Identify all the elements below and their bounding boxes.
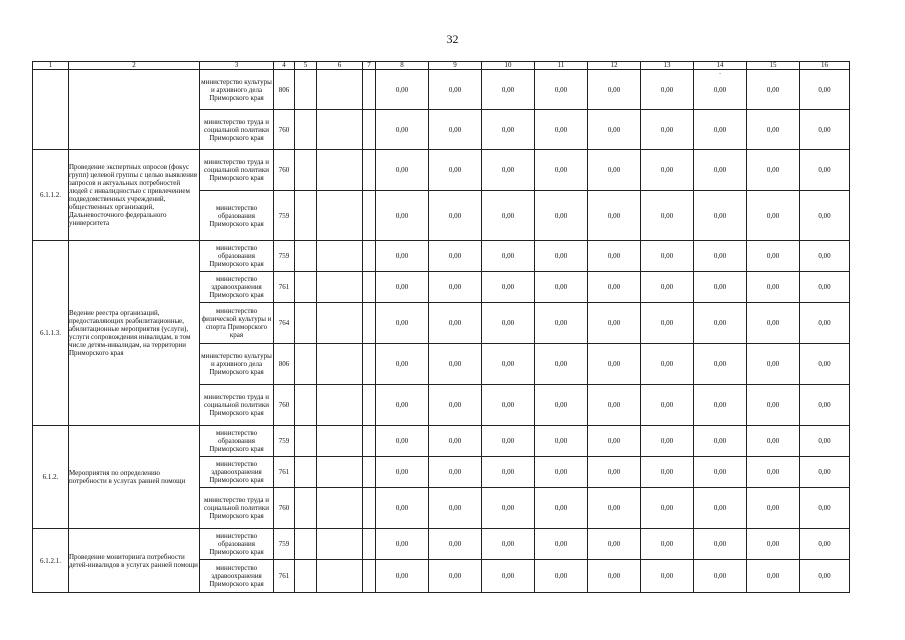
- amount-cell: 0,00: [641, 303, 694, 344]
- empty-cell: [363, 303, 376, 344]
- amount-cell: 0,00: [482, 426, 535, 457]
- executor-name: министерство труда и социальной политики Приморского края: [200, 488, 274, 529]
- measure-name: Мероприятия по определению потребности в услугах ранней помощи: [69, 426, 200, 529]
- empty-cell: [317, 150, 363, 191]
- department-code: 761: [274, 560, 295, 593]
- empty-cell: [295, 150, 317, 191]
- amount-cell: 0,00: [376, 344, 429, 385]
- amount-cell: 0,00: [800, 344, 850, 385]
- table-row: [33, 426, 850, 457]
- empty-cell: [317, 457, 363, 488]
- amount-cell: 0,00: [800, 529, 850, 560]
- amount-cell: 0,00: [376, 241, 429, 272]
- column-header: 13: [641, 62, 694, 70]
- empty-cell: [317, 272, 363, 303]
- executor-name: министерство образования Приморского края: [200, 241, 274, 272]
- measure-code: 6.1.2.: [33, 426, 69, 529]
- amount-cell: 0,00: [429, 241, 482, 272]
- empty-cell: [317, 70, 363, 110]
- empty-cell: [363, 560, 376, 593]
- executor-name: министерство образования Приморского края: [200, 529, 274, 560]
- amount-cell: 0,00: [747, 303, 800, 344]
- amount-cell: 0,00: [588, 70, 641, 110]
- amount-cell: 0,00: [588, 560, 641, 593]
- measure-code: 6.1.1.2.: [33, 150, 69, 241]
- executor-name: министерство образования Приморского края: [200, 426, 274, 457]
- amount-cell: 0,00: [694, 344, 747, 385]
- amount-cell: 0,00: [482, 303, 535, 344]
- amount-cell: 0,00: [535, 426, 588, 457]
- column-header: 2: [69, 62, 200, 70]
- empty-cell: [295, 191, 317, 241]
- column-header: 14: [694, 62, 747, 70]
- amount-cell: 0,00: [588, 457, 641, 488]
- executor-name: министерство труда и социальной политики Приморского края: [200, 150, 274, 191]
- column-header: 16: [800, 62, 850, 70]
- table-row: [33, 529, 850, 560]
- amount-cell: 0,00: [535, 70, 588, 110]
- department-code: 760: [274, 488, 295, 529]
- amount-cell: 0,00: [588, 426, 641, 457]
- amount-cell: 0,00: [694, 303, 747, 344]
- amount-cell: 0,00: [588, 344, 641, 385]
- empty-cell: [363, 457, 376, 488]
- column-header: 6: [317, 62, 363, 70]
- amount-cell: 0,00: [482, 385, 535, 426]
- amount-cell: 0,00: [641, 272, 694, 303]
- amount-cell: 0,00: [376, 303, 429, 344]
- amount-cell: 0,00: [747, 385, 800, 426]
- amount-cell: 0,00: [535, 457, 588, 488]
- amount-cell: 0,00: [482, 191, 535, 241]
- header-row: [33, 62, 850, 70]
- amount-cell: 0,00: [376, 488, 429, 529]
- department-code: 759: [274, 426, 295, 457]
- amount-cell: 0,00: [482, 344, 535, 385]
- amount-cell: 0,00: [747, 560, 800, 593]
- amount-cell: 0,00: [641, 488, 694, 529]
- executor-name: министерство здравоохранения Приморского края: [200, 560, 274, 593]
- amount-cell: 0,00: [800, 560, 850, 593]
- empty-cell: [295, 110, 317, 150]
- amount-cell: 0,00: [588, 385, 641, 426]
- empty-cell: [295, 385, 317, 426]
- department-code: 760: [274, 385, 295, 426]
- table-row: [33, 70, 850, 110]
- amount-cell: 0,00: [482, 110, 535, 150]
- amount-cell: 0,00: [641, 150, 694, 191]
- amount-cell: 0,00: [694, 560, 747, 593]
- empty-cell: [363, 241, 376, 272]
- amount-cell: 0,00: [588, 272, 641, 303]
- amount-cell: 0,00: [376, 560, 429, 593]
- amount-cell: 0,00: [747, 150, 800, 191]
- empty-cell: [363, 110, 376, 150]
- amount-cell: 0,00: [376, 110, 429, 150]
- amount-cell: 0,00: [535, 241, 588, 272]
- executor-name: министерство здравоохранения Приморского края: [200, 457, 274, 488]
- measure-name: Проведение экспертных опросов (фокус групп) целевой группы с целью выявления запросов и актуальных потребностей людей с инвалидностью с привлечением подведомственных учреждений, общественных организаций, Дальневосточного федерального университета: [69, 150, 200, 241]
- empty-cell: [295, 488, 317, 529]
- amount-cell: 0,00: [747, 529, 800, 560]
- department-code: 759: [274, 191, 295, 241]
- amount-cell: 0,00: [694, 385, 747, 426]
- amount-cell: 0,00: [747, 426, 800, 457]
- amount-cell: 0,00: [694, 150, 747, 191]
- amount-cell: 0,00: [694, 426, 747, 457]
- table-body: [33, 62, 850, 593]
- department-code: 761: [274, 272, 295, 303]
- amount-cell: 0,00: [482, 241, 535, 272]
- department-code: 806: [274, 344, 295, 385]
- column-header: 3: [200, 62, 274, 70]
- amount-cell: 0,00: [800, 488, 850, 529]
- amount-cell: 0,00: [482, 70, 535, 110]
- empty-cell: [295, 272, 317, 303]
- amount-cell: 0,00: [800, 150, 850, 191]
- amount-cell: 0,00: [694, 272, 747, 303]
- measure-name: [69, 70, 200, 150]
- amount-cell: 0,00: [429, 110, 482, 150]
- empty-cell: [317, 385, 363, 426]
- amount-cell: 0,00: [694, 191, 747, 241]
- amount-cell: 0,00: [800, 110, 850, 150]
- amount-cell: 0,00: [429, 457, 482, 488]
- amount-cell: 0,00: [376, 426, 429, 457]
- empty-cell: [295, 426, 317, 457]
- empty-cell: [363, 272, 376, 303]
- empty-cell: [363, 344, 376, 385]
- amount-cell: 0,00: [800, 385, 850, 426]
- amount-cell: 0,00: [429, 560, 482, 593]
- empty-cell: [363, 488, 376, 529]
- column-header: 5: [295, 62, 317, 70]
- amount-cell: 0,00: [429, 191, 482, 241]
- amount-cell: 0,00: [747, 191, 800, 241]
- empty-cell: [295, 303, 317, 344]
- amount-cell: 0,00: [641, 110, 694, 150]
- empty-cell: [317, 303, 363, 344]
- amount-cell: 0,00: [747, 488, 800, 529]
- empty-cell: [295, 560, 317, 593]
- amount-cell: 0,00: [588, 488, 641, 529]
- amount-cell: 0,00: [535, 150, 588, 191]
- empty-cell: [363, 529, 376, 560]
- amount-cell: 0,00: [429, 488, 482, 529]
- dot-mark: ·: [718, 70, 722, 78]
- measure-name: Ведение реестра организаций, предоставляющих реабилитационные, абилитационные мероприятия (услуги), услуги сопровождения инвалидам, в том числе детям-инвалидам, на территории Приморского края: [69, 241, 200, 426]
- empty-cell: [363, 426, 376, 457]
- amount-cell: 0,00: [429, 426, 482, 457]
- amount-cell: 0,00: [588, 303, 641, 344]
- amount-cell: 0,00: [482, 560, 535, 593]
- amount-cell: 0,00: [429, 150, 482, 191]
- amount-cell: 0,00: [694, 457, 747, 488]
- empty-cell: [317, 426, 363, 457]
- executor-name: министерство культуры и архивного дела Приморского края: [200, 70, 274, 110]
- amount-cell: 0,00: [800, 191, 850, 241]
- amount-cell: 0,00: [588, 529, 641, 560]
- amount-cell: 0,00: [800, 426, 850, 457]
- amount-cell: 0,00: [588, 110, 641, 150]
- amount-cell: 0,00: [588, 150, 641, 191]
- amount-cell: 0,00: [641, 70, 694, 110]
- amount-cell: 0,00: [800, 70, 850, 110]
- empty-cell: [317, 344, 363, 385]
- department-code: 764: [274, 303, 295, 344]
- column-header: 7: [363, 62, 376, 70]
- amount-cell: 0,00: [482, 488, 535, 529]
- amount-cell: 0,00: [482, 457, 535, 488]
- amount-cell: 0,00: [429, 344, 482, 385]
- amount-cell: 0,00: [429, 529, 482, 560]
- department-code: 759: [274, 529, 295, 560]
- measure-code: 6.1.1.3.: [33, 241, 69, 426]
- amount-cell: 0,00: [535, 488, 588, 529]
- amount-cell: 0,00: [694, 241, 747, 272]
- department-code: 806: [274, 70, 295, 110]
- empty-cell: [363, 70, 376, 110]
- amount-cell: 0,00: [641, 191, 694, 241]
- amount-cell: 0,00: [535, 272, 588, 303]
- table-row: [33, 150, 850, 191]
- column-header: 15: [747, 62, 800, 70]
- empty-cell: [317, 560, 363, 593]
- amount-cell: 0,00: [800, 272, 850, 303]
- amount-cell: 0,00: [747, 272, 800, 303]
- empty-cell: [317, 529, 363, 560]
- amount-cell: 0,00: [588, 191, 641, 241]
- amount-cell: 0,00: [535, 191, 588, 241]
- amount-cell: 0,00: [535, 303, 588, 344]
- empty-cell: [295, 529, 317, 560]
- amount-cell: 0,00: [535, 344, 588, 385]
- amount-cell: 0,00: [641, 529, 694, 560]
- empty-cell: [317, 488, 363, 529]
- amount-cell: 0,00: [535, 529, 588, 560]
- empty-cell: [363, 385, 376, 426]
- amount-cell: 0,00: [641, 241, 694, 272]
- amount-cell: 0,00: [641, 560, 694, 593]
- executor-name: министерство физической культуры и спорта Приморского края: [200, 303, 274, 344]
- empty-cell: [317, 241, 363, 272]
- page-number: 32: [446, 32, 459, 46]
- measure-name: Проведение мониторинга потребности детей-инвалидов в услугах ранней помощи: [69, 529, 200, 593]
- amount-cell: 0,00: [376, 150, 429, 191]
- column-header: 10: [482, 62, 535, 70]
- amount-cell: 0,00: [747, 344, 800, 385]
- amount-cell: 0,00: [482, 529, 535, 560]
- amount-cell: 0,00: [376, 272, 429, 303]
- amount-cell: 0,00: [376, 191, 429, 241]
- column-header: 9: [429, 62, 482, 70]
- column-header: 12: [588, 62, 641, 70]
- department-code: 760: [274, 150, 295, 191]
- empty-cell: [363, 150, 376, 191]
- column-header: 8: [376, 62, 429, 70]
- empty-cell: [317, 191, 363, 241]
- empty-cell: [295, 344, 317, 385]
- executor-name: министерство культуры и архивного дела Приморского края: [200, 344, 274, 385]
- amount-cell: 0,00: [482, 150, 535, 191]
- empty-cell: [295, 70, 317, 110]
- department-code: 760: [274, 110, 295, 150]
- amount-cell: 0,00: [747, 110, 800, 150]
- column-header: 11: [535, 62, 588, 70]
- amount-cell: 0,00: [429, 70, 482, 110]
- department-code: 759: [274, 241, 295, 272]
- column-header: 1: [33, 62, 69, 70]
- amount-cell: 0,00: [694, 488, 747, 529]
- amount-cell: 0,00: [694, 529, 747, 560]
- amount-cell: 0,00: [376, 385, 429, 426]
- column-header: 4: [274, 62, 295, 70]
- executor-name: министерство труда и социальной политики Приморского края: [200, 110, 274, 150]
- amount-cell: 0,00: [429, 385, 482, 426]
- amount-cell: 0,00: [641, 426, 694, 457]
- amount-cell: 0,00: [429, 272, 482, 303]
- amount-cell: 0,00: [641, 457, 694, 488]
- amount-cell: 0,00: [800, 457, 850, 488]
- measure-code: 6.1.2.1.: [33, 529, 69, 593]
- amount-cell: 0,00: [747, 70, 800, 110]
- amount-cell: 0,00: [747, 241, 800, 272]
- amount-cell: 0,00: [588, 241, 641, 272]
- amount-cell: 0,00: [747, 457, 800, 488]
- amount-cell: 0,00: [376, 457, 429, 488]
- amount-cell: 0,00: [535, 385, 588, 426]
- amount-cell: 0,00 ·: [694, 70, 747, 110]
- amount-cell: 0,00: [535, 560, 588, 593]
- amount-cell: 0,00: [641, 385, 694, 426]
- empty-cell: [317, 110, 363, 150]
- department-code: 761: [274, 457, 295, 488]
- amount-cell: 0,00: [694, 110, 747, 150]
- amount-cell: 0,00: [429, 303, 482, 344]
- amount-cell: 0,00: [376, 70, 429, 110]
- executor-name: министерство труда и социальной политики Приморского края: [200, 385, 274, 426]
- executor-name: министерство здравоохранения Приморского края: [200, 272, 274, 303]
- amount-cell: 0,00: [535, 110, 588, 150]
- executor-name: министерство образования Приморского края: [200, 191, 274, 241]
- amount-cell: 0,00: [376, 529, 429, 560]
- empty-cell: [363, 191, 376, 241]
- budget-table: [32, 61, 850, 593]
- empty-cell: [295, 241, 317, 272]
- table-row: [33, 241, 850, 272]
- amount-cell: 0,00: [482, 272, 535, 303]
- measure-code: [33, 70, 69, 150]
- amount-cell: 0,00: [800, 241, 850, 272]
- empty-cell: [295, 457, 317, 488]
- amount-cell: 0,00: [641, 344, 694, 385]
- amount-cell: 0,00: [800, 303, 850, 344]
